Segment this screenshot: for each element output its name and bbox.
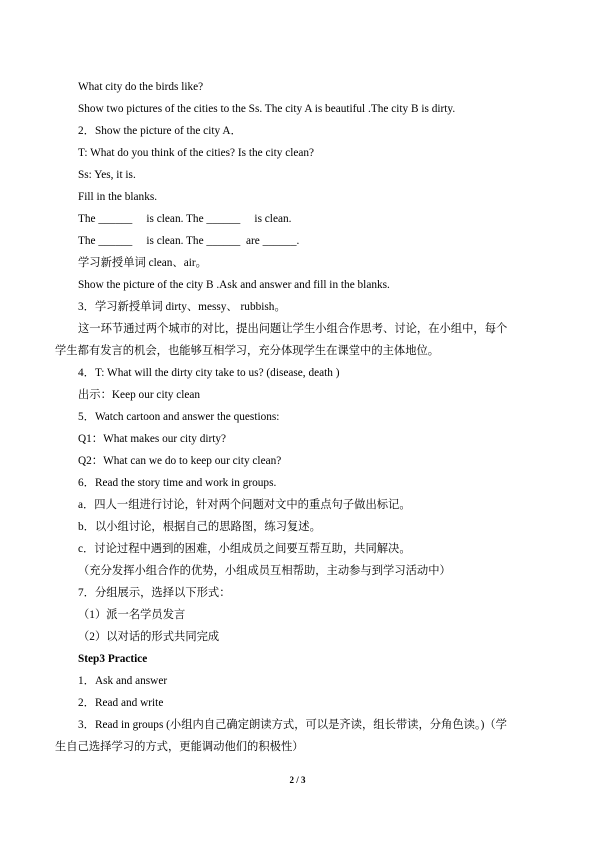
paragraph-line: 生自己选择学习的方式，更能调动他们的积极性） (55, 741, 304, 753)
text-line: 7．分组展示，选择以下形式： (78, 587, 231, 599)
fill-blank-line: The ______ is clean. The ______ are ______. (78, 235, 300, 247)
text-line: a．四人一组进行讨论，针对两个问题对文中的重点句子做出标记。 (78, 499, 411, 511)
text-line: Show two pictures of the cities to the Ss. The city A is beautiful .The city B is dirty. (78, 103, 456, 115)
paragraph-line: 3．Read in groups (小组内自己确定朗读方式，可以是齐读，组长带读，分角色读。)（学 (78, 719, 507, 731)
text-line: （1）派一名学员发言 (78, 609, 186, 621)
text-line: What city do the birds like? (78, 81, 204, 93)
text-line: 出示：Keep our city clean (78, 389, 201, 401)
text-line: 2．Show the picture of the city A． (78, 125, 242, 137)
text-line: T: What do you think of the cities? Is the city clean? (78, 147, 315, 159)
text-line: c．讨论过程中遇到的困难，小组成员之间要互帮互助，共同解决。 (78, 543, 411, 555)
text-line: 2．Read and write (78, 697, 164, 709)
text-line: 4．T: What will the dirty city take to us? (disease, death ) (78, 367, 340, 379)
text-line: 3．学习新授单词 dirty、messy、 rubbish。 (78, 301, 286, 313)
text-line: Q2：What can we do to keep our city clean? (78, 455, 282, 467)
text-line: 1．Ask and answer (78, 675, 168, 687)
text-line: Show the picture of the city B .Ask and answer and fill in the blanks. (78, 279, 390, 291)
text-line: 6．Read the story time and work in groups. (78, 477, 277, 489)
page-number: 2 / 3 (289, 775, 306, 785)
text-line: Q1：What makes our city dirty? (78, 433, 227, 445)
section-heading: Step3 Practice (78, 653, 148, 665)
text-line: （充分发挥小组合作的优势，小组成员互相帮助，主动参与到学习活动中） (78, 565, 451, 577)
text-line: （2）以对话的形式共同完成 (78, 631, 220, 643)
text-line: 5．Watch cartoon and answer the questions: (78, 411, 280, 423)
paragraph-line: 这一环节通过两个城市的对比，提出问题让学生小组合作思考、讨论，在小组中，每个 (78, 323, 508, 335)
text-line: Ss: Yes, it is. (78, 169, 136, 181)
paragraph-line: 学生都有发言的机会，也能够互相学习，充分体现学生在课堂中的主体地位。 (55, 345, 440, 357)
text-line: 学习新授单词 clean、air。 (78, 257, 207, 269)
text-line: b．以小组讨论，根据自己的思路图，练习复述。 (78, 521, 321, 533)
text-line: Fill in the blanks. (78, 191, 158, 203)
fill-blank-line: The ______ is clean. The ______ is clean. (78, 213, 292, 225)
